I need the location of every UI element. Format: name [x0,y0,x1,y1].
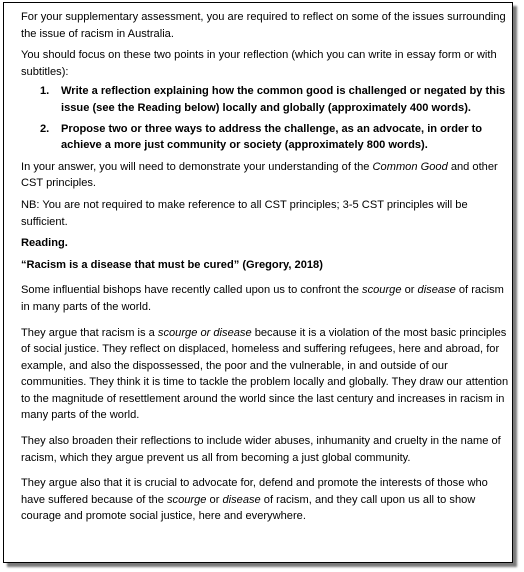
emphasis-scourge-or-disease: scourge or disease [157,326,252,339]
answer-text-end: and other CST principles. [21,160,498,190]
reading-paragraph-4 [21,475,509,525]
reading-paragraph-2 [21,325,509,425]
task-text: Propose two or three ways to address the challenge, as an advocate, in order to achieve a more just community or society (approximately 800 words). [61,122,483,152]
text-run: of racism in many parts of the world. [21,284,504,313]
task-text: Write a reflection explaining how the common good is challenged or negated by this issue (see the Reading below) locally and globally (approximately 400 words). [61,85,506,114]
emphasis-disease: disease [222,493,261,506]
reading-paragraph-1 [21,282,509,315]
task-number: 1. [40,85,50,98]
task-list [21,83,509,153]
emphasis-disease: disease [417,284,456,297]
emphasis-scourge: scourge [362,284,402,297]
reading-heading: Reading. [21,237,68,250]
reading-title: “Racism is a disease that must be cured” (Gregory, 2018) [21,258,323,271]
nb-paragraph: NB: You are not required to make reference to all CST principles; 3-5 CST principles will be sufficient. [21,198,468,228]
answer-text: In your answer, you will need to demonstrate your understanding of the [21,160,373,173]
answer-paragraph [21,159,509,192]
task-number: 2. [40,122,50,135]
document-body [21,9,509,530]
text-run: of racism, and they call upon us all to show courage and promote social justice, here and everywhere. [21,493,476,523]
emphasis-common-good: Common Good [372,160,448,173]
text-run: They argue that racism is a [21,326,158,339]
task-item-1 [21,83,509,116]
task-item-2 [21,121,509,154]
text-run: because it is a violation of the most basic principles of social justice. They reflect on displaced, homeless and suffering refugees, here and abroad, for example, and also the dispossessed, the poor and the vulnerable, in and outside of our communities. They think it is time to tackle the problem locally and globally. They draw our attention to the magnitude of resettlement around the world since the last century and increases in racism in many parts of the world. [21,326,509,422]
text-run: They argue also that it is crucial to advocate for, defend and promote the interests of those who have suffered because of the [21,477,488,506]
focus-paragraph: You should focus on these two points in your reflection (which you can write in essay form or with subtitles): [21,49,497,78]
reading-paragraph-3: They also broaden their reflections to include wider abuses, inhumanity and cruelty in the name of racism, which they argue prevent us all from becoming a just global community. [21,435,501,464]
intro-paragraph: For your supplementary assessment, you are required to reflect on some of the issues surrounding the issue of racism in Australia. [21,11,506,40]
emphasis-scourge: scourge [166,493,207,506]
text-run: or [206,493,223,506]
text-run: Some influential bishops have recently called upon us to confront the [21,284,363,297]
text-run: or [401,284,418,297]
